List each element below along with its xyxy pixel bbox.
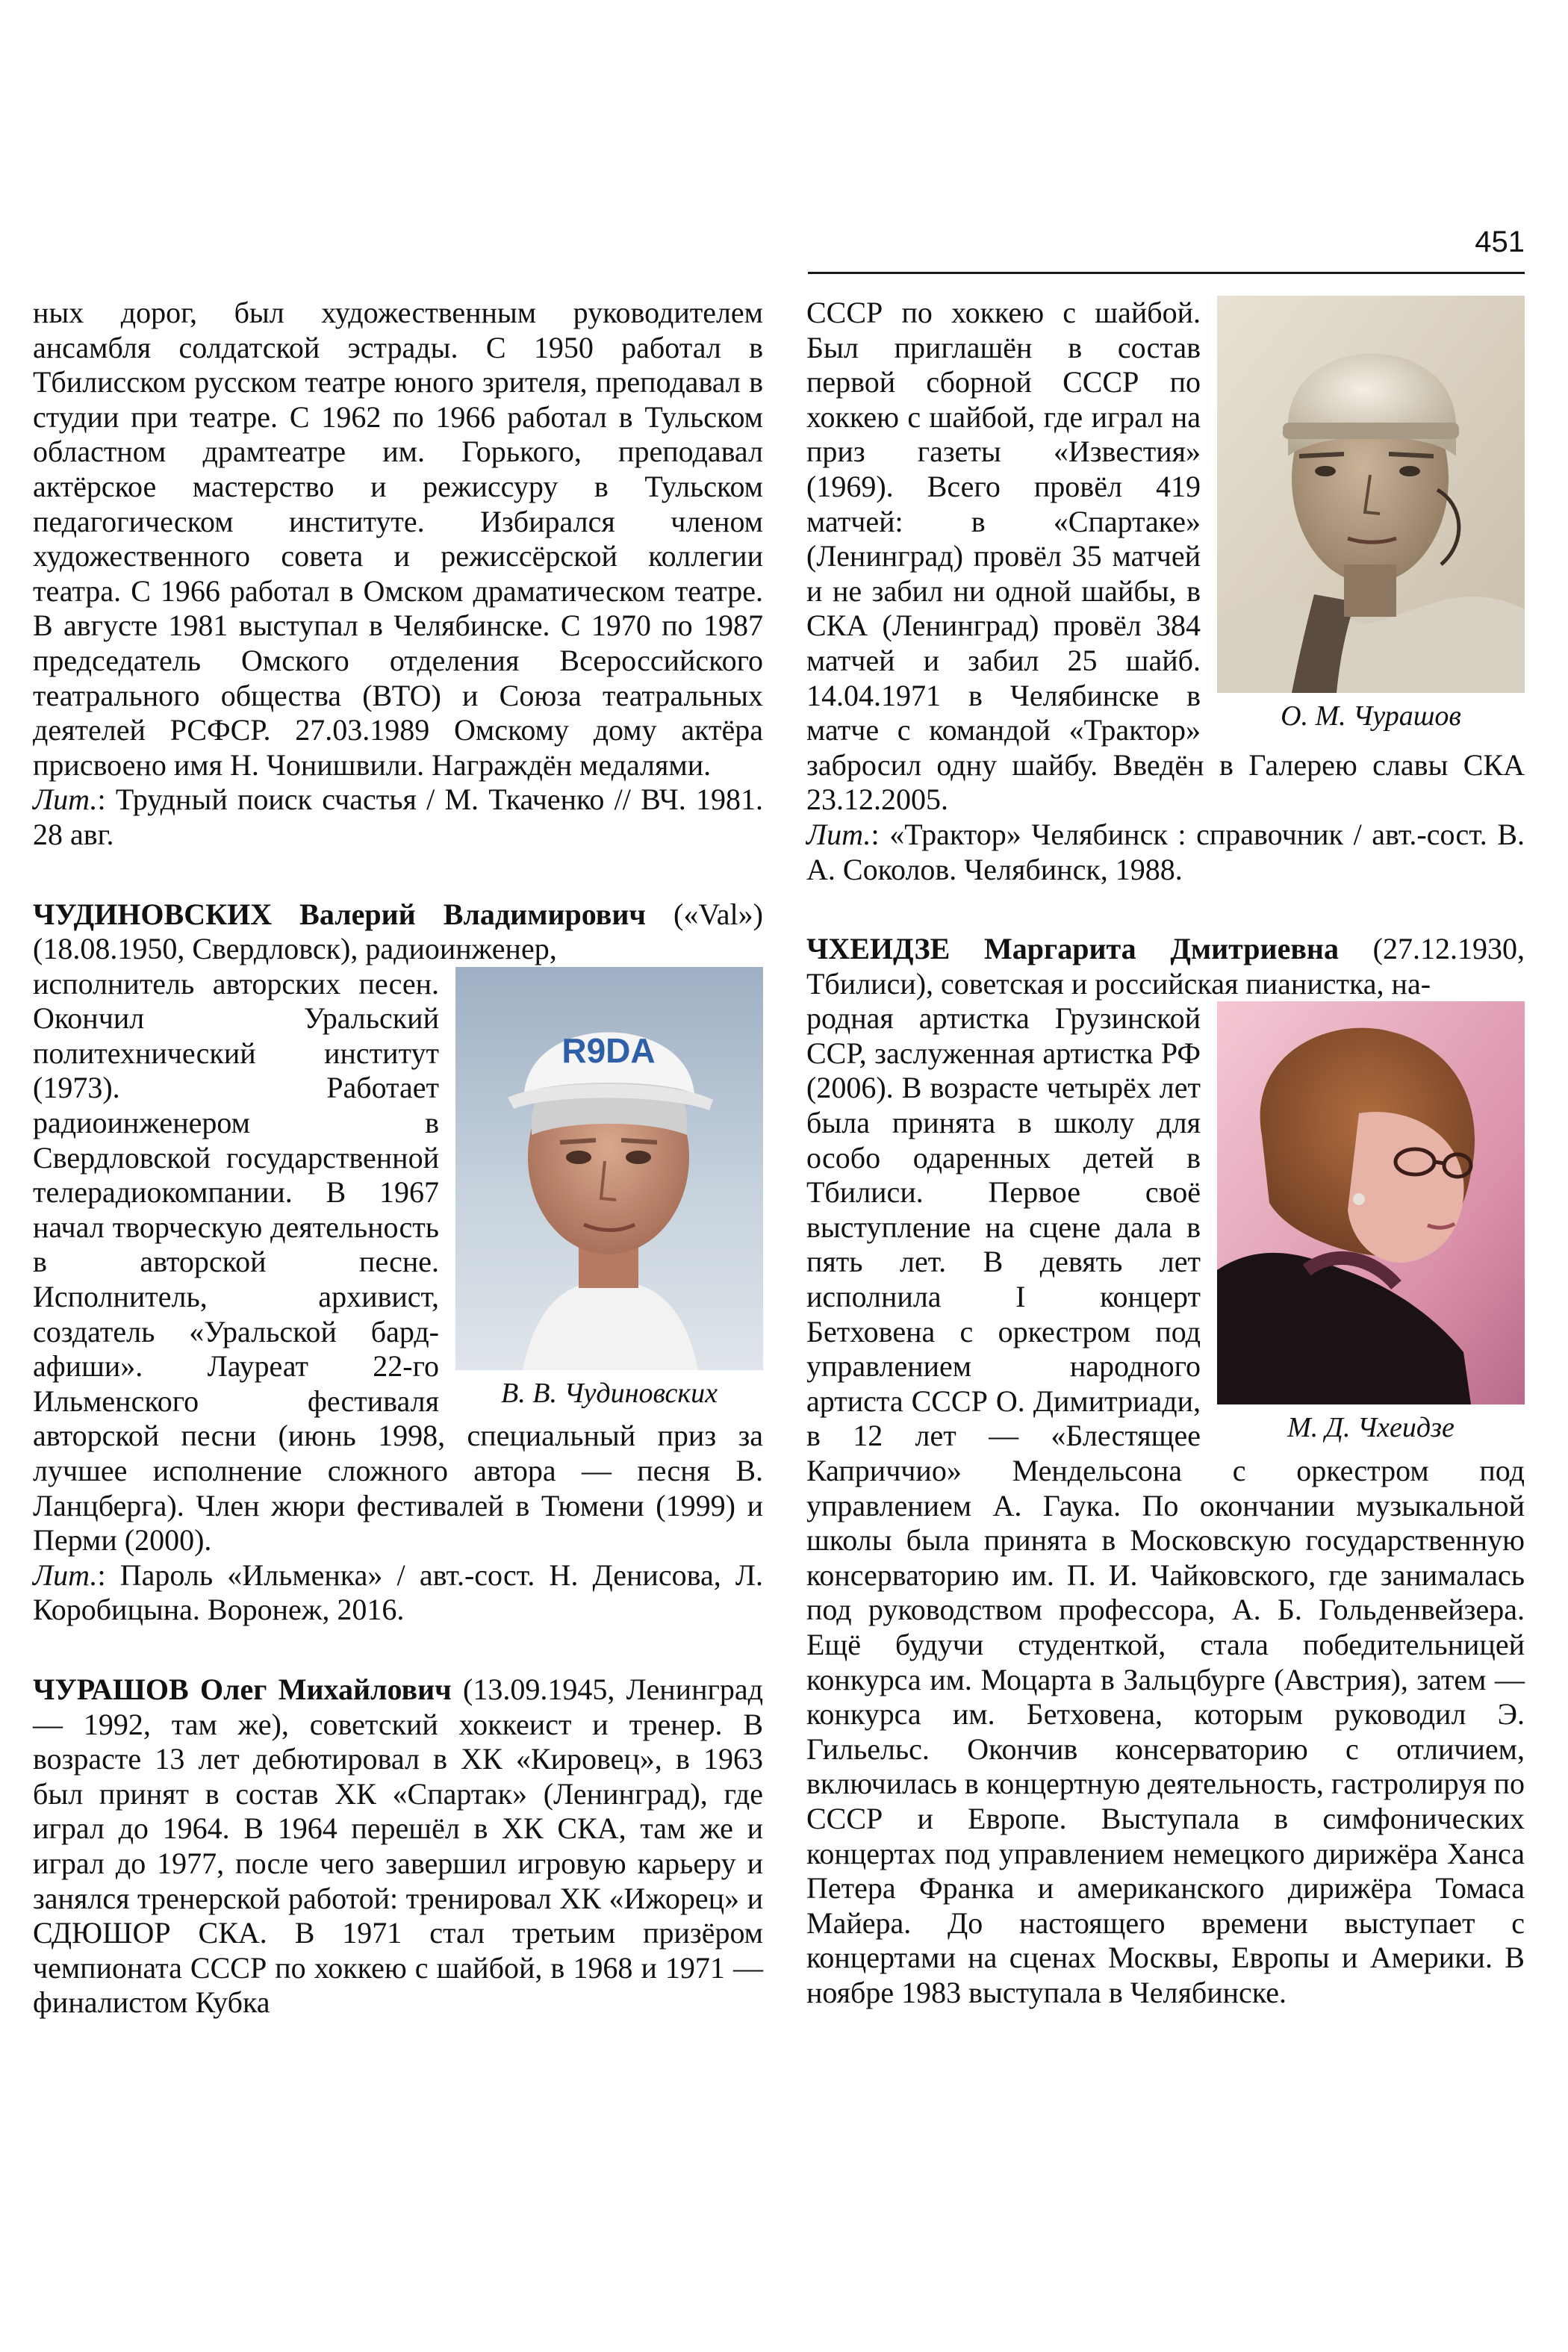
literature-reference-chudinovskikh [33,1558,763,1628]
photo-caption-chkheidze: М. Д. Чхеидзе [1287,1412,1455,1444]
entry-name: ЧХЕИДЗЕ Маргарита Дмитриевна [806,932,1339,966]
continuation-text: СССР по хоккею с шайбой. Был приглашён в состав первой сборной СССР по хоккею с шайбой, где играл на приз газеты «Известия» (1969). Всего провёл 419 матчей: в «Спартаке» (Ленинград) провёл 35 матчей и не забил ни одной шайбы, в СКА (Ленинград) провёл 384 матчей и забил 25 шайб. 14.04.1971 в Челябинске в матче с командой «Трактор» забросил одну шайбу. Введён в Галерею славы СКА 23.12.2005. [806,296,1525,817]
right-column [806,296,1525,2011]
portrait-photo-churashov [1217,296,1525,693]
lit-label: Лит. [33,1558,98,1592]
lit-text: : «Трактор» Челябинск : справочник / авт.-сост. В. А. Соколов. Челябинск, 1988. [806,817,1525,886]
lit-label: Лит. [806,817,871,851]
lit-text: : Трудный поиск счастья / М. Ткаченко // ВЧ. 1981. 28 авг. [33,783,763,851]
entry-intro: («Val») (18.08.1950, Свердловск), радиоинженер, [33,897,763,966]
photo-figure-chudinovskikh [455,967,763,1410]
entry-body: исполнитель авторских песен. Окончил Уральский политехнический институт (1973). Работает радиоинженером в Свердловской государственной телерадиокомпании. В 1967 начал творческую деятельность в авторской песне. Исполнитель, архивист, создатель «Уральской бард-афиши». Лауреат 22-го Ильменского фестиваля авторской песни (июнь 1998, специальный приз за лучшее исполнение сложного автора — песня В. Ланцберга). Член жюри фестивалей в Тюмени (1999) и Перми (2000). [33,966,763,1558]
continuation-paragraph [33,296,763,783]
entry-chkheidze-heading [806,932,1525,1001]
photo-figure-churashov [1217,296,1525,733]
left-column [33,296,763,2020]
literature-reference-churashov [806,818,1525,887]
entry-chudinovskikh-heading [33,897,763,967]
continuation-text: ных дорог, был художественным руководителем ансамбля солдатской эстрады. С 1950 работал в Тбилисском русском театре юного зрителя, преподавал в студии при театре. С 1962 по 1966 работал в Тульском областном драмтеатре им. Горького, преподавал актёрское мастерство и режиссуру в Тульском педагогическом институте. Избирался членом художественного совета и режиссёрской коллегии театра. С 1966 работал в Омском драматическом театре. В августе 1981 выступал в Челябинске. С 1970 по 1987 председатель Омского отделения Всероссийского театрального общества (ВТО) и Союза театральных деятелей РСФСР. 27.03.1989 Омскому дому актёра присвоено имя Н. Чонишвили. Награждён медалями. [33,296,763,782]
entry-churashov [33,1673,763,2020]
literature-reference [33,783,763,852]
entry-name: ЧУДИНОВСКИХ Валерий Владимирович [33,897,646,931]
entry-intro: (27.12.1930, Тбилиси), советская и российская пианистка, на- [806,932,1525,1001]
page-number: 451 [1475,225,1525,258]
portrait-photo-chkheidze [1217,1001,1525,1404]
photo-caption-churashov: О. М. Чурашов [1281,700,1461,732]
portrait-photo-chudinovskikh [455,967,763,1370]
photo-caption-chudinovskikh: В. В. Чудиновских [501,1377,718,1409]
entry-body: (13.09.1945, Ленинград — 1992, там же), советский хоккеист и тренер. В возрасте 13 лет дебютировал в ХК «Кировец», в 1963 был принят в состав ХК «Спартак» (Ленинград), где играл до 1964. В 1964 перешёл в ХК СКА, там же и играл до 1977, после чего завершил игровую карьеру и занялся тренерской работой: тренировал ХК «Ижорец» и СДЮШОР СКА. В 1971 стал третьим призёром чемпионата СССР по хоккею с шайбой, в 1968 и 1971 — финалистом Кубка [33,1672,763,2020]
cap-logo-text: R9DA [561,1030,656,1070]
lit-label: Лит. [33,783,98,817]
header-rule [808,272,1525,274]
lit-text: : Пароль «Ильменка» / авт.-сост. Н. Денисова, Л. Коробицына. Воронеж, 2016. [33,1558,763,1627]
photo-figure-chkheidze [1217,1001,1525,1445]
entry-name: ЧУРАШОВ Олег Михайлович [33,1672,452,1706]
entry-body: родная артистка Грузинской ССР, заслуженная артистка РФ (2006). В возрасте четырёх лет была принята в школу для особо одаренных детей в Тбилиси. Первое своё выступление на сцене дала в пять лет. В девять лет исполнила I концерт Бетховена с оркестром под управлением народного артиста СССР О. Димитриади, в 12 лет — «Блестящее Каприччио» Мендельсона с оркестром под управлением А. Гаука. По окончании музыкальной школы была принята в Московскую государственную консерваторию им. П. И. Чайковского, где занималась под руководством профессора, А. Б. Гольденвейзера. Ещё будучи студенткой, стала победительницей конкурса им. Моцарта в Зальцбурге (Австрия), затем — конкурса им. Бетховена, которым руководил Э. Гильельс. Окончив консерваторию с отличием, включилась в концертную деятельность, гастролируя по СССР и Европе. Выступала в симфонических концертах под управлением немецкого дирижёра Ханса Петера Франка и американского дирижёра Томаса Майера. До настоящего времени выступает с концертами на сценах Москвы, Европы и Америки. В ноябре 1983 выступала в Челябинске. [806,1001,1525,2009]
